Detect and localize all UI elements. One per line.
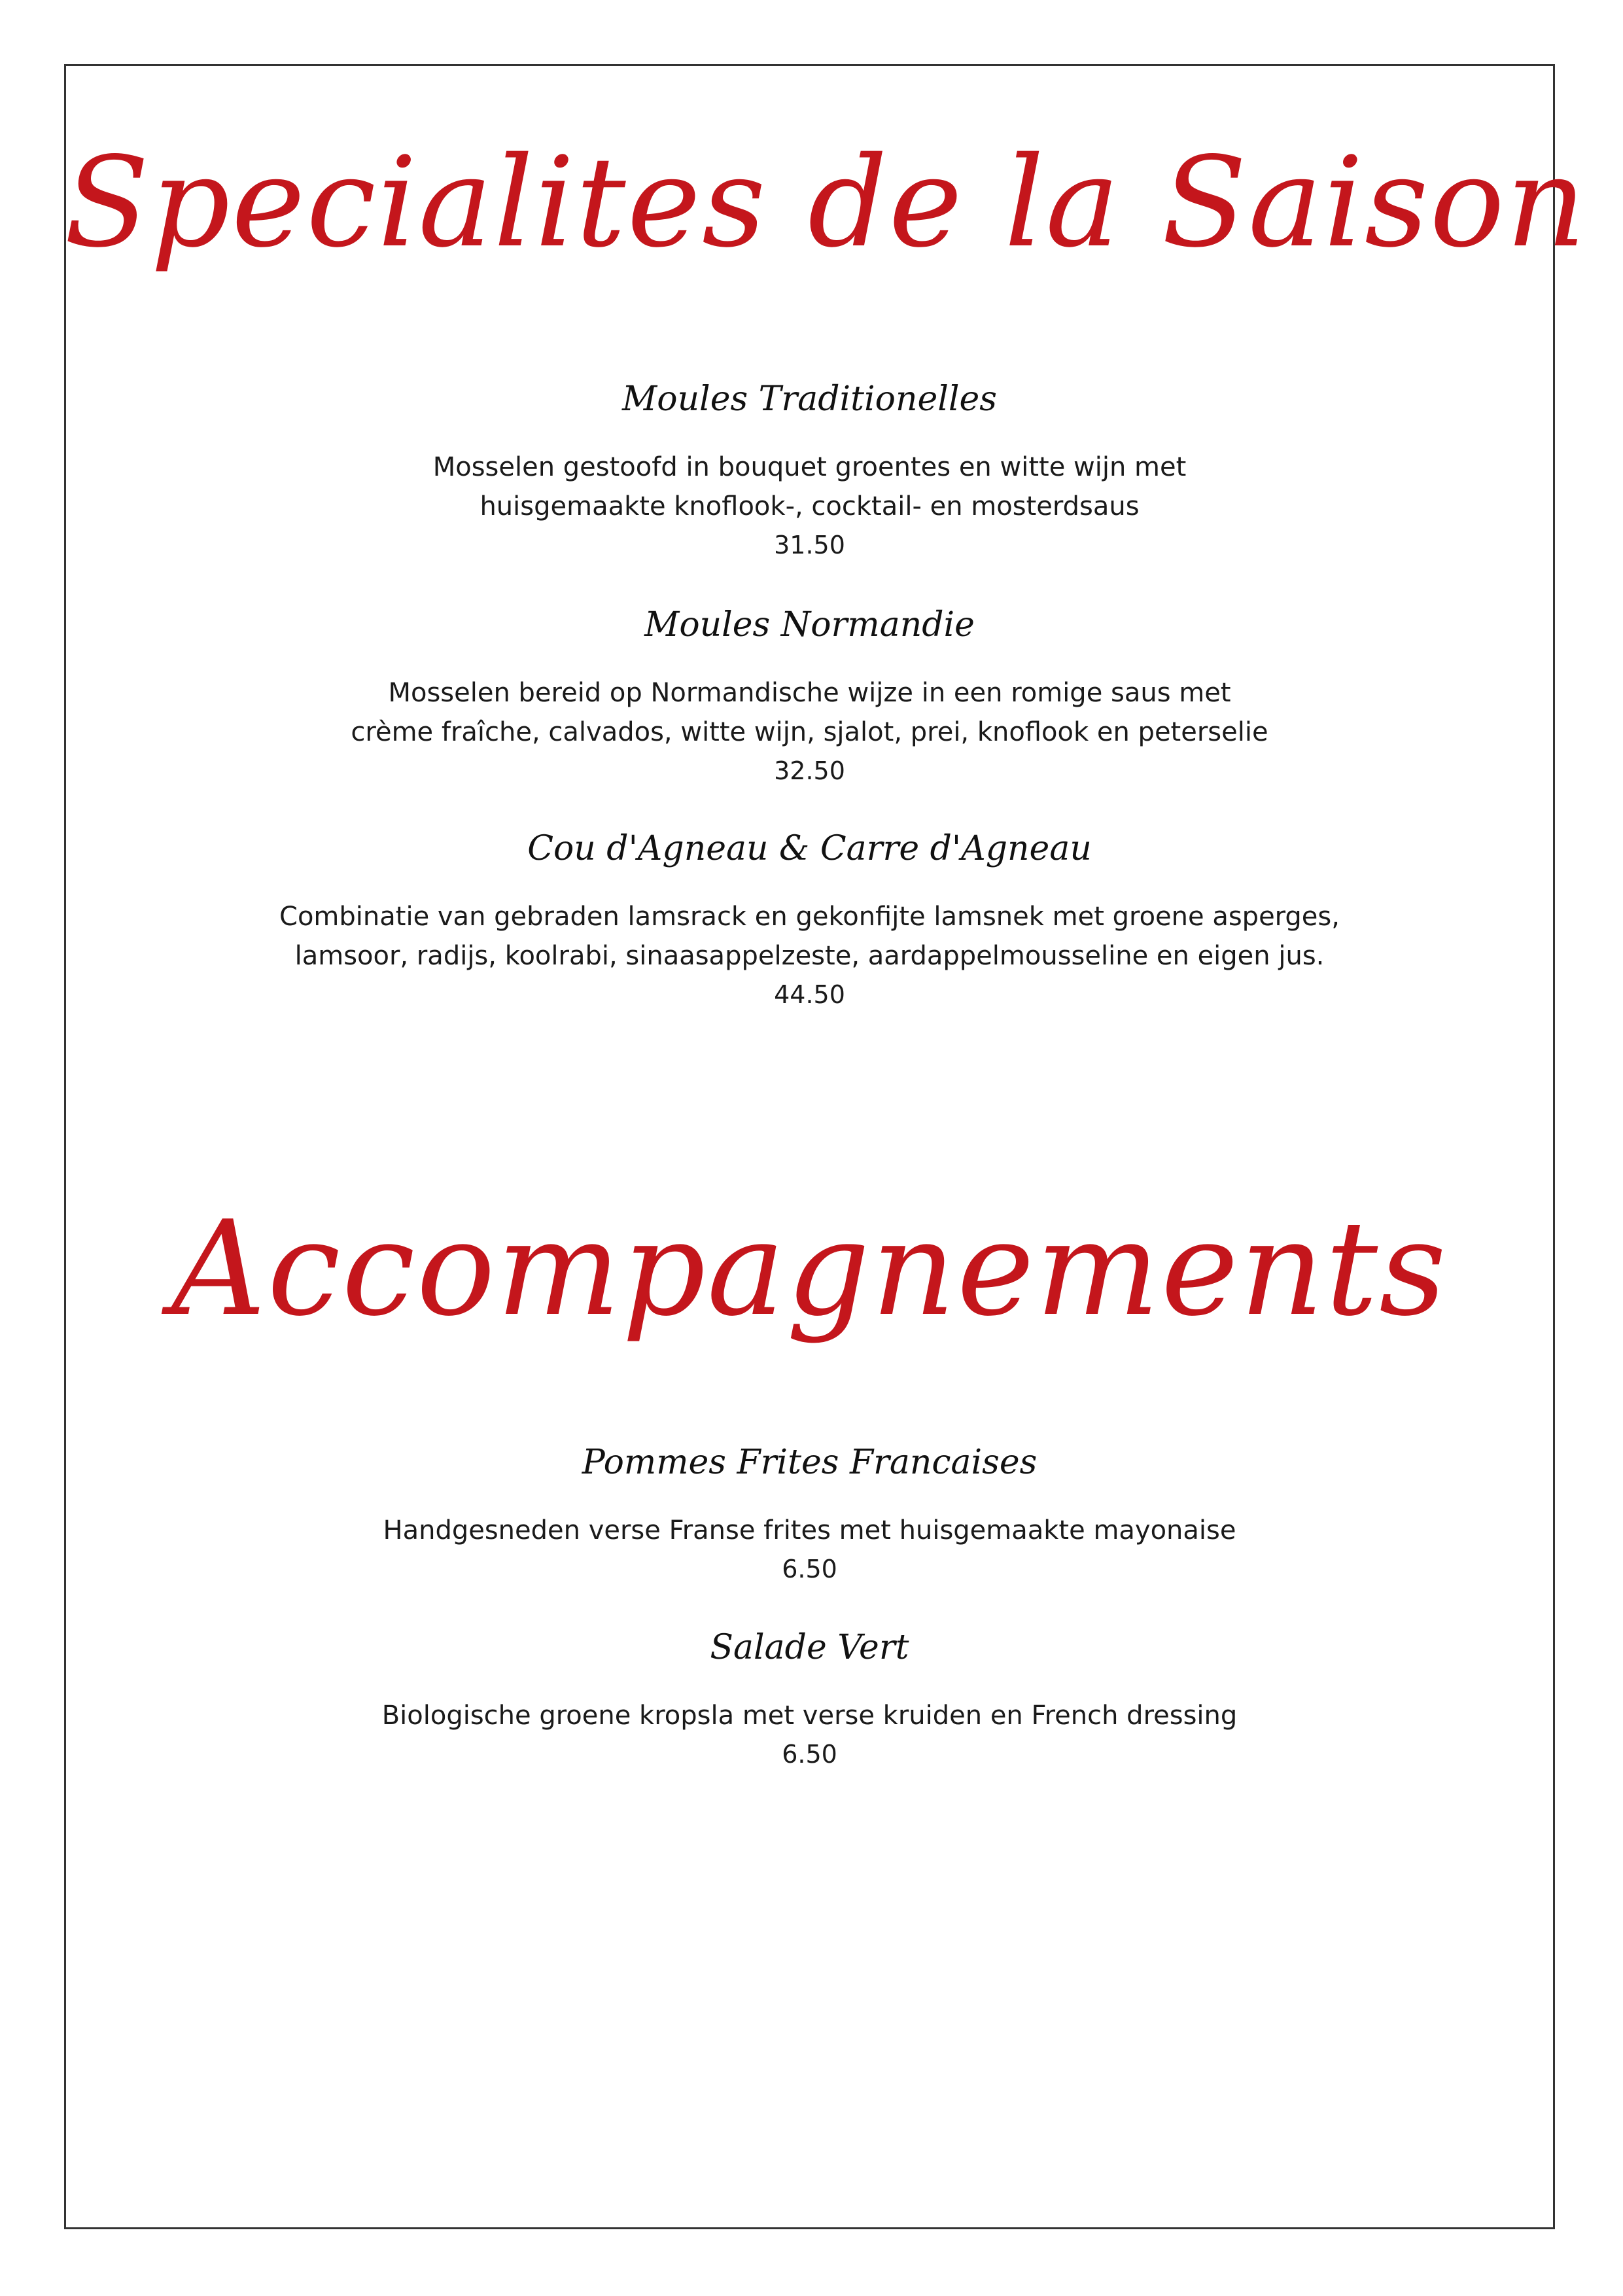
- menu-item: [64, 1615, 1555, 1773]
- dish-description-line: crème fraîche, calvados, witte wijn, sjalot, prei, knoflook en peterselie: [351, 717, 1268, 747]
- menu-item: [64, 366, 1555, 564]
- dish-description-line: Biologische groene kropsla met verse kruiden en French dressing: [381, 1701, 1238, 1731]
- menu-item: [64, 592, 1555, 790]
- menu-item: [64, 816, 1555, 1014]
- dish-description-line: Combinatie van gebraden lamsrack en gekonfijte lamsnek met groene asperges,: [279, 902, 1340, 932]
- dish-name: Salade Vert: [710, 1628, 909, 1667]
- dish-description: [64, 1696, 1555, 1735]
- dish-price: 32.50: [774, 756, 845, 785]
- dish-price: 44.50: [774, 980, 845, 1009]
- dish-description: [64, 673, 1555, 752]
- menu-item: [64, 1430, 1555, 1588]
- dish-name: Cou d'Agneau & Carre d'Agneau: [527, 829, 1092, 868]
- dish-description-line: Mosselen gestoofd in bouquet groentes en witte wijn met: [432, 452, 1187, 482]
- dish-description-line: Mosselen bereid op Normandische wijze in een romige saus met: [388, 678, 1231, 708]
- dish-description: [64, 1511, 1555, 1550]
- dish-name: Moules Normandie: [644, 605, 975, 645]
- dish-description-line: huisgemaakte knoflook-, cocktail- en mosterdsaus: [480, 491, 1140, 521]
- section-title-accompagnements: Accompagnements: [171, 1193, 1448, 1345]
- dish-description-line: Handgesneden verse Franse frites met huisgemaakte mayonaise: [383, 1515, 1236, 1545]
- dish-description: [64, 897, 1555, 976]
- dish-price: 6.50: [782, 1740, 837, 1769]
- dish-name: Moules Traditionelles: [622, 380, 997, 419]
- dish-description: [64, 448, 1555, 526]
- dish-price: 31.50: [774, 531, 845, 559]
- section-title-specialites: Specialites de la Saison: [64, 130, 1588, 275]
- dish-name: Pommes Frites Francaises: [582, 1443, 1038, 1482]
- dish-description-line: lamsoor, radijs, koolrabi, sinaasappelzeste, aardappelmousseline en eigen jus.: [294, 941, 1325, 971]
- dish-price: 6.50: [782, 1555, 837, 1583]
